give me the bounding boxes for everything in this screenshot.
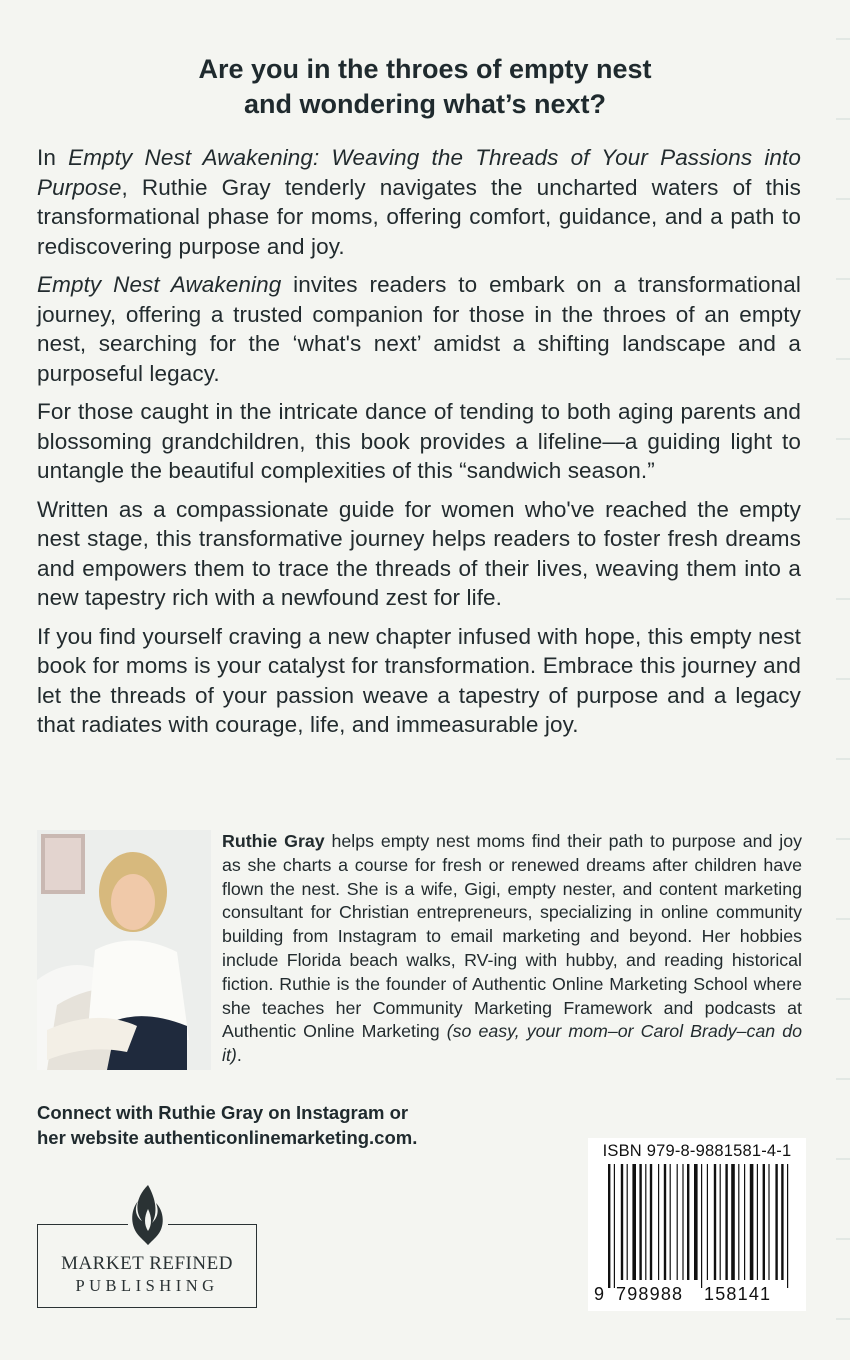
- author-bio-end: .: [236, 1045, 242, 1066]
- barcode-bar: [670, 1164, 671, 1280]
- author-name: Ruthie Gray: [222, 831, 325, 851]
- connect-note: [37, 1100, 477, 1150]
- paragraph-1-lead: In: [37, 145, 69, 170]
- barcode-bar: [614, 1164, 615, 1288]
- barcode-bar: [645, 1164, 646, 1280]
- decorative-edge-pattern: [836, 0, 850, 1360]
- author-photo: [37, 830, 211, 1070]
- barcode-bar: [687, 1164, 689, 1280]
- barcode-digit-first: 9: [594, 1284, 606, 1304]
- paragraph-2-rest: invites readers to embark on a transformational journey, offering a trusted companion for those in the throes of an empty nest, searching for the ‘what's next’ amidst a shifting landscape and a purposeful legacy.: [37, 272, 801, 386]
- isbn-barcode: [588, 1138, 806, 1311]
- barcode-bar: [763, 1164, 765, 1280]
- flame-icon: [128, 1183, 168, 1247]
- publisher-name: MARKET REFINED: [61, 1253, 233, 1274]
- barcode-bar: [701, 1164, 702, 1288]
- barcode-digits-right: 158141: [704, 1284, 772, 1304]
- author-bio-aside: (so easy, your mom–or Carol Brady–can do it): [222, 1021, 802, 1066]
- barcode-bar: [682, 1164, 683, 1280]
- barcode-bar: [757, 1164, 758, 1280]
- headline-line-2: and wondering what’s next?: [243, 89, 607, 119]
- barcode-bar: [677, 1164, 678, 1280]
- paragraph-3: For those caught in the intricate dance of tending to both aging parents and blossoming grandchildren, this book provides a lifeline—a guiding light to untangle the beautiful complexities of this “sandwich season.”: [37, 399, 801, 483]
- connect-line-2: her website authenticonlinemarketing.com.: [37, 1127, 418, 1148]
- paragraph-1-rest: , Ruthie Gray tenderly navigates the uncharted waters of this transformational phase for moms, offering comfort, guidance, and a path to rediscovering purpose and joy.: [37, 174, 801, 259]
- author-bio-text: helps empty nest moms find their path to purpose and joy as she charts a course for fresh or renewed dreams after children have flown the nest. She is a wife, Gigi, empty nester, and content marketing consultant for Christian entrepreneurs, specializing in online community building from Instagram to email marketing and beyond. Her hobbies include Florida beach walks, RV-ing with hubby, and reading historical fiction. Ruthie is the founder of Authentic Online Marketing School where she teaches her Community Marketing Framework and podcasts at Authentic Online Marketing: [222, 831, 802, 1042]
- headline: [60, 52, 790, 122]
- barcode-bar: [664, 1164, 666, 1280]
- barcode-digits-left: 798988: [616, 1284, 684, 1304]
- barcode-bar: [707, 1164, 708, 1280]
- paragraph-4: Written as a compassionate guide for women who've reached the empty nest stage, this transformative journey helps readers to foster fresh dreams and empowers them to trace the threads of their lives, weaving them into a new tapestry rich with a newfound zest for life.: [37, 496, 801, 610]
- isbn-label: ISBN 979-8-9881581-4-1: [602, 1142, 792, 1160]
- paragraph-2: [37, 270, 801, 388]
- barcode-bar: [720, 1164, 721, 1280]
- description: [37, 143, 801, 749]
- barcode-bar: [632, 1164, 636, 1280]
- barcode-bar: [627, 1164, 628, 1280]
- publisher-logo: [37, 1183, 259, 1309]
- paragraph-5: If you find yourself craving a new chapter infused with hope, this empty nest book for moms is your catalyst for transformation. Embrace this journey and let the threads of your passion weave a tapestry of purpose and a legacy that radiates with courage, life, and immeasurable joy.: [37, 623, 801, 737]
- barcode-bar: [658, 1164, 659, 1280]
- barcode-bar: [744, 1164, 745, 1280]
- author-bio: [222, 830, 802, 1068]
- barcode-bar: [768, 1164, 769, 1280]
- barcode-bar: [714, 1164, 716, 1280]
- barcode-bar: [775, 1164, 777, 1280]
- barcode-bar: [694, 1164, 698, 1280]
- barcode-bar: [639, 1164, 641, 1280]
- barcode-bar: [781, 1164, 783, 1280]
- barcode-bar: [725, 1164, 727, 1280]
- connect-line-1: Connect with Ruthie Gray on Instagram or: [37, 1102, 409, 1123]
- book-title: Empty Nest Awakening: Weaving the Threads of Your Passions into Purpose: [37, 145, 801, 200]
- barcode-bar: [787, 1164, 788, 1288]
- barcode-bar: [750, 1164, 754, 1280]
- barcode-bar: [608, 1164, 610, 1288]
- barcode-bar: [738, 1164, 739, 1280]
- barcode-bar: [650, 1164, 652, 1280]
- barcode-bar: [731, 1164, 735, 1280]
- headline-line-1: Are you in the throes of empty nest: [198, 54, 652, 84]
- publisher-subtitle: PUBLISHING: [75, 1276, 219, 1295]
- paragraph-1: [37, 143, 801, 261]
- barcode-bar: [621, 1164, 623, 1280]
- book-title-short: Empty Nest Awakening: [37, 272, 282, 297]
